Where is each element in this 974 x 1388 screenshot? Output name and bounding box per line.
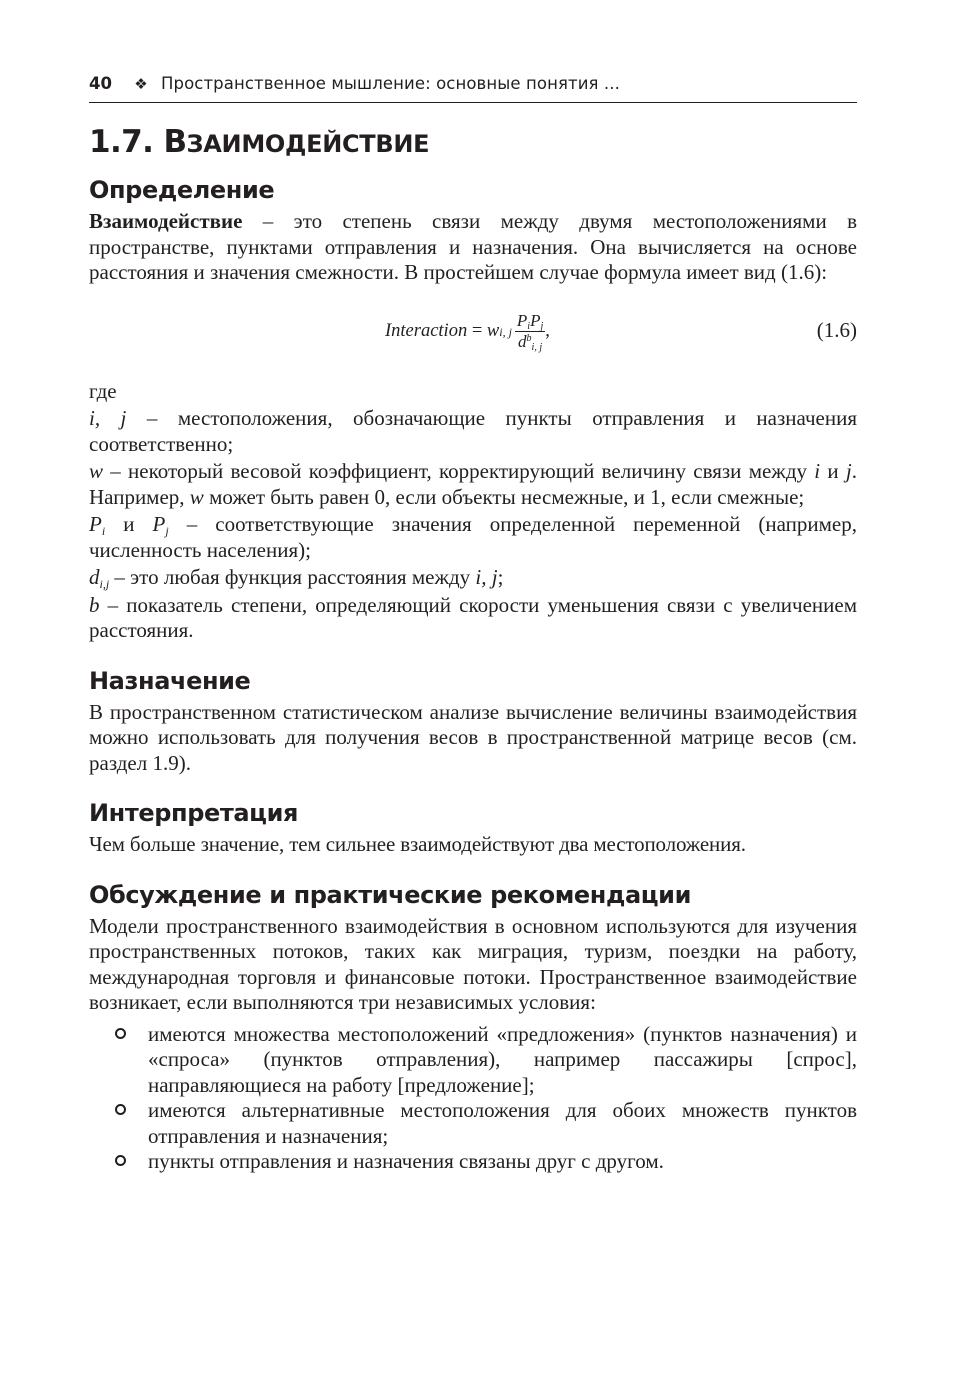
ornament-icon: ❖ (134, 75, 148, 93)
var-w: w – некоторый весовой коэффициент, корректирующий величину связи между i и j. Например, w может быть равен 0, если объекты несмежные, и 1, если смежные; (89, 459, 857, 509)
circle-bullet-icon (115, 1155, 126, 1166)
interpretation-heading: Интерпретация (89, 799, 298, 827)
list-item: имеются альтернативные местоположения для обоих множеств пунктов отправления и назначения; (89, 1098, 857, 1149)
circle-bullet-icon (115, 1104, 126, 1115)
formula-lhs: Interaction (385, 321, 468, 341)
section-number: 1.7. (89, 124, 154, 160)
formula-fraction (515, 311, 545, 352)
interpretation-paragraph: Чем больше значение, тем сильнее взаимодействуют два местоположения. (89, 832, 746, 856)
purpose-heading: Назначение (89, 666, 251, 695)
circle-bullet-icon (115, 1028, 126, 1039)
definition-paragraph (89, 209, 857, 286)
where-label: где (89, 378, 117, 403)
var-b: b – показатель степени, определяющий скорости уменьшения связи с увеличением расстояния. (89, 592, 857, 642)
conditions-list (89, 1022, 857, 1175)
section-title-first-letter: В (163, 124, 187, 160)
list-item: пункты отправления и назначения связаны друг с другом. (89, 1149, 857, 1175)
section-title (89, 124, 857, 162)
formula-numerator: $P_iP_j$ (516, 311, 544, 332)
formula-denominator: $d^b_{i, j}$ (518, 332, 543, 353)
list-item: имеются множества местоположений «предложения» (пунктов назначения) и «спроса» (пунктов отправления), например пассажиры [спрос], направляющиеся на работу [предложение]; (89, 1022, 857, 1099)
discussion-heading: Обсуждение и практические рекомендации (89, 880, 691, 909)
formula-w: w (486, 321, 500, 341)
purpose-paragraph: В пространственном статистическом анализе вычисление величины взаимодействия можно использовать для получения весов в пространственной матрице весов (см. раздел 1.9). (89, 699, 857, 775)
running-title: Пространственное мышление: основные понятия ... (161, 74, 620, 93)
running-header (89, 74, 857, 103)
definition-heading: Определение (89, 176, 275, 204)
definition-term: Взаимодействие (89, 209, 243, 233)
definition-text: – это степень связи между двумя местоположениями в пространстве, пунктами отправления и назначения. Она вычисляется на основе расстояния и значения смежности. В простейшем случае формула имеет вид (1.6): (89, 209, 857, 284)
discussion-paragraph: Модели пространственного взаимодействия в основном используются для изучения пространственных потоков, таких как миграция, туризм, поездки на работу, международная торговля и финансовые потоки. Пространственное взаимодействие возникает, если выполняются три независимых условия: (89, 913, 857, 1014)
interaction-formula: Interaction = w i, j $\frac{P_iP_j}{d^b_{i, j}}$ , (385, 311, 550, 353)
equation-number: (1.6) (816, 317, 857, 342)
formula-block (89, 303, 857, 373)
var-ij: i, j – местоположения, обозначающие пункты отправления и назначения соответственно; (89, 406, 858, 456)
var-d: $d_{i,j}$ – это любая функция расстояния между i, j; (89, 565, 504, 591)
formula-comma: , (545, 321, 550, 341)
formula-equals: = (467, 321, 487, 341)
section-title-rest: ЗАИМОДЕЙСТВИЕ (186, 130, 430, 158)
page-number: 40 (89, 74, 112, 93)
var-p: $P_i$ и $P_j$ – соответствующие значения определенной переменной (например, численность населения); (89, 512, 857, 562)
book-page (89, 74, 857, 1175)
